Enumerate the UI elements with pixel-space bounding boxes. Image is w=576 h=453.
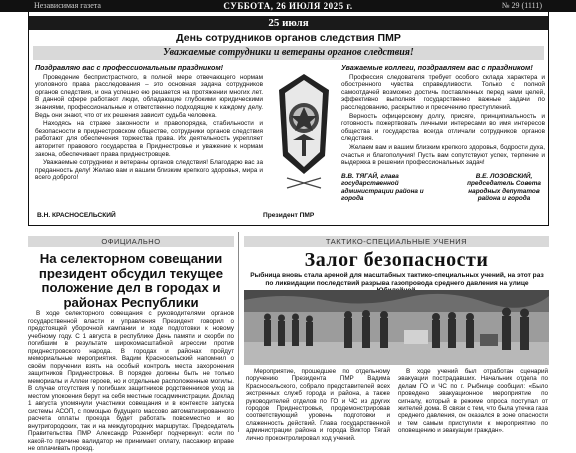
section-label-official: ОФИЦИАЛЬНО	[28, 236, 234, 247]
right-article-text: Мероприятие, прошедшее по отдельному поручению Президента ПМР Вадима Красносельского, собрало представителей всех экстренных служб города и района, а также руководителей отделов по ГО и ЧС из других городов Приднестровья, продемонстрировав соответствующий уровень подготовки и слаженность действий. Глава государственной администрации района и города Виктор Тягай лично проконтролировал ход учений.	[246, 368, 390, 442]
masthead-date: СУББОТА, 26 ИЮЛЯ 2025 г.	[223, 1, 353, 11]
administration-paragraph: Профессия следователя требует особого склада характера и обостренного чувства справедливости. Только с полной самоотдачей возможно достичь поставленных перед нами целей, эффективно выполняя государственно важные задачи по расследованию, раскрытию и пресечению преступлений.	[341, 73, 545, 111]
left-article-body	[28, 310, 234, 453]
column-divider	[238, 232, 239, 432]
president-greeting-title: Поздравляю вас с профессиональным праздником!	[35, 63, 224, 72]
feature-subtitle: Уважаемые сотрудники и ветераны органов следствия!	[33, 46, 544, 60]
right-article-lead: Рыбница вновь стала ареной для масштабных тактико-специальных учений, на этот раз по ликвидации последствий разрыва газопровода среднего давления на улице	[250, 272, 544, 287]
president-paragraph: Находясь на страже законности и правопорядка, стабильности и безопасности в приднестровском обществе, сотрудники органов следствия работают для обеспечения торжества права. Их деятельность укрепляет авторитет правового государства в Приднестровье и уважение к нормам закона, обеспечивает права приднестровцев.	[35, 120, 263, 158]
right-article-text: В ходе учений был отработан сценарий эвакуации пострадавших. Начальник отдела по делам ГО и ЧС по г. Рыбнице сообщил: «Было проведено эвакуационное мероприятие по сигналу, который в режиме опроса поступал от жителей дома. В связи с тем, что была утечка газа среднего давления, он оказался в зоне опасности и тем самым приступили к мероприятию по оповещению и эвакуации граждан».	[398, 368, 548, 435]
feature-frame	[28, 12, 549, 226]
masthead-issue: № 29 (1111)	[501, 1, 542, 10]
left-article-text: В ходе селекторного совещания с руководителями органов государственной власти и управления Президент говорил о предстоящей уборочной кампании и ходе подготовки к новому учебному году. С 1 августа в республике День памяти и скорби по погибшим в результате широкомасштабной агрессии против приднестровского народа. В городах и районах пройдут мемориальные мероприятия. Вадим Красносельский напомнил о своём поручении взять на особый контроль места захоронения защитников Приднестровья. В порядке должны быть не только мемориалы и Аллеи героев, но и отдельные расположенные могилы. В случае отсутствия у погибших защитников родственников уход за местом упокоения берут на себя местные госадминистрации. Доклад 1 августа упомянули участники совещания и в контексте запуска системы АСОП, с помощью будущего массово автоматизированного расчета оплаты проезда будет работать повсеместно и во внутригородских, так и на междугородних маршрутах. Председатель Правительства ПМР Александр Розенберг подчеркнул: если по какой-то причине валидатор не принимает оплату, пассажир вправе не оплачивать проезд.	[28, 310, 234, 452]
council-signature: В.Е. ЛОЗОВСКИЙ, председатель Совета народных депутатов района и города	[467, 173, 541, 203]
section-label-exercises: ТАКТИКО-СПЕЦИАЛЬНЫЕ УЧЕНИЯ	[244, 236, 549, 247]
president-caption: Президент ПМР	[263, 212, 315, 219]
right-article-column-2	[398, 368, 548, 435]
exercise-photo	[244, 290, 549, 365]
president-signature: В.Н. КРАСНОСЕЛЬСКИЙ	[37, 212, 116, 219]
investigative-committee-emblem-icon	[273, 70, 335, 196]
administration-greeting	[341, 64, 545, 168]
masthead-left: Независимая газета	[34, 1, 101, 10]
administration-paragraph: Желаем вам и вашим близким крепкого здоровья, бодрости духа, счастья и благополучия! Пусть вам сопутствуют успех, терпение и выдержка в решении профессиональных задач!	[341, 143, 545, 167]
feature-date: 25 июля	[29, 16, 548, 30]
left-article-headline: На селекторном совещании президент обсудил текущее положение дел в городах и районах Республики	[38, 251, 224, 310]
right-article-headline: Залог безопасности	[304, 249, 489, 271]
masthead-bar	[0, 0, 576, 12]
feature-title: День сотрудников органов следствия ПМР	[176, 32, 401, 44]
president-paragraph: Уважаемые сотрудники и ветераны органов следствия! Благодарю вас за преданность делу! Желаю вам и вашим близким крепкого здоровья, мира и всего доброго!	[35, 159, 263, 182]
president-greeting	[35, 64, 263, 183]
administration-greeting-title: Уважаемые коллеги, поздравляем вас с праздником!	[341, 63, 533, 72]
president-paragraph: Проведение беспристрастного, в полной мере отвечающего нормам уголовного права расследования – это основная задача сотрудников органов следствия, и она успешно ею решается на протяжении многих лет. В данной сфере работают люди, обладающие глубокими юридическими знаниями, профессиональные и ответственно подходящие к каждому делу. Ведь они знают, что от их решения зависит судьба человека.	[35, 73, 263, 119]
administration-paragraph: Верность офицерскому долгу, присяге, принципиальность и готовность пожертвовать личными интересами во имя интересов общества и государства всегда отличали сотрудников органов следствия.	[341, 112, 545, 143]
administration-signature: В.В. ТЯГАЙ, глава государственной администрации района и города	[341, 173, 424, 203]
right-article-column-1	[246, 368, 390, 442]
